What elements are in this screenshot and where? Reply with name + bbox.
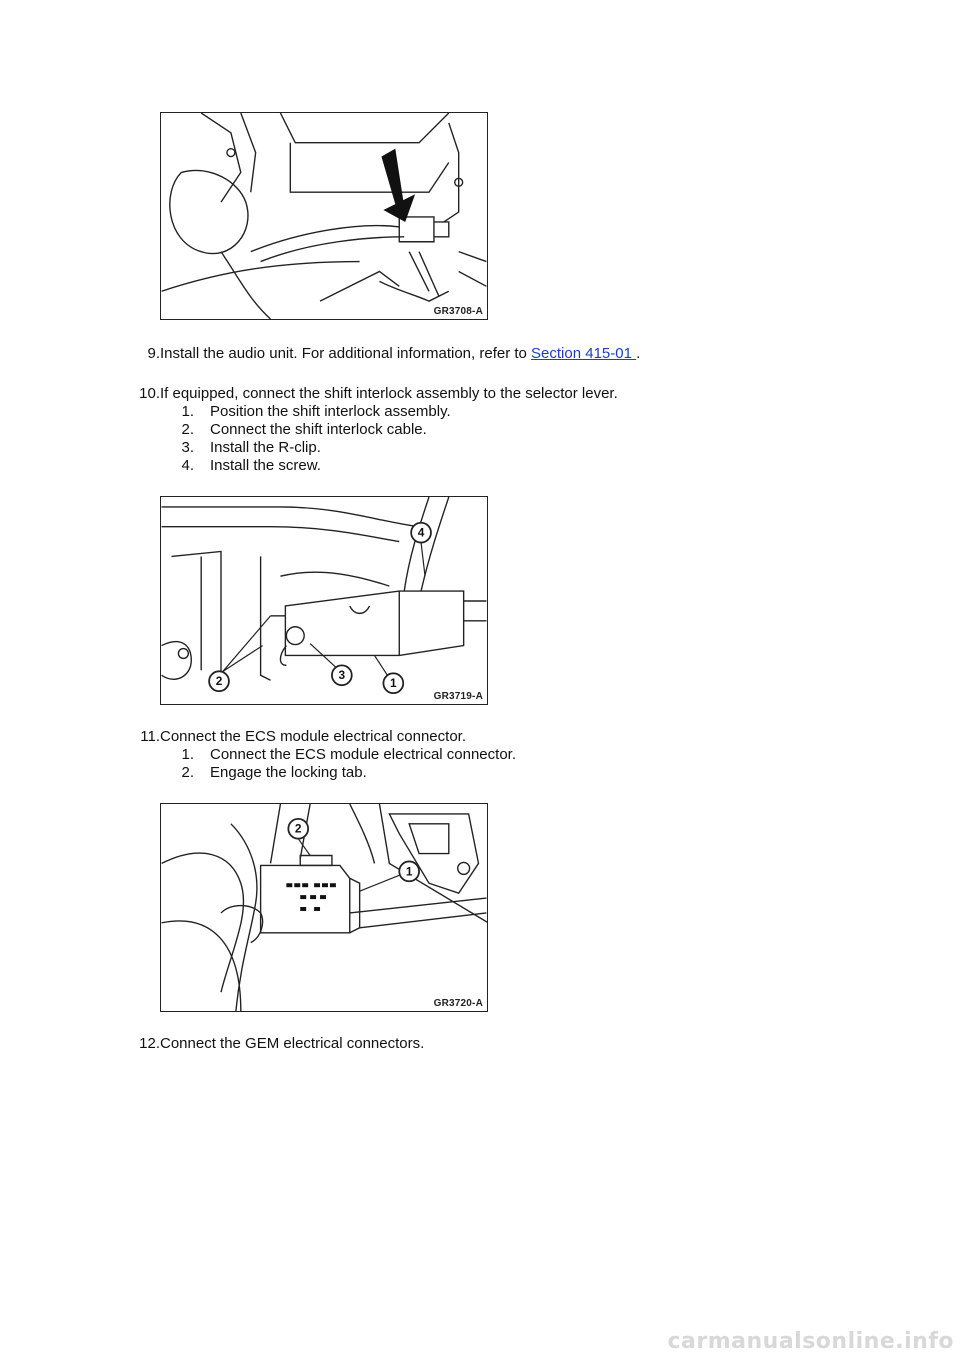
step-number: 9. xyxy=(147,345,160,362)
substep-10-4: 4. Install the screw. xyxy=(181,457,321,474)
step-number: 11. xyxy=(140,728,160,745)
substep-11-2: 2. Engage the locking tab. xyxy=(181,764,367,781)
callout-2: 2 xyxy=(294,821,302,836)
figure-label: GR3708-A xyxy=(433,306,483,317)
step-number: 10. xyxy=(139,385,160,402)
step-number: 12. xyxy=(139,1035,160,1052)
callout-2: 2 xyxy=(215,674,223,689)
callout-1: 1 xyxy=(405,864,413,879)
illustration-ecs-connector xyxy=(161,804,487,1011)
step-text: Connect the GEM electrical connectors. xyxy=(160,1035,425,1052)
step-11 xyxy=(110,728,466,746)
callout-3: 3 xyxy=(338,668,346,683)
substep-10-3: 3. Install the R-clip. xyxy=(181,439,321,456)
step-12 xyxy=(110,1035,425,1053)
step-10 xyxy=(110,385,618,403)
callout-1: 1 xyxy=(390,676,397,691)
substep-11-1: 1. Connect the ECS module electrical connector. xyxy=(181,746,516,763)
step-text-end: . xyxy=(636,345,641,362)
substep-10-2: 2. Connect the shift interlock cable. xyxy=(181,421,427,438)
figure-label: GR3719-A xyxy=(433,691,483,702)
step-text: If equipped, connect the shift interlock assembly to the selector lever. xyxy=(160,385,618,402)
step-text: Install the audio unit. For additional information, refer to xyxy=(160,345,532,362)
section-415-01-link[interactable]: Section 415-01 xyxy=(531,345,637,362)
substep-10-1: 1. Position the shift interlock assembly. xyxy=(181,403,451,420)
figure-label: GR3720-A xyxy=(433,998,483,1009)
step-text: Connect the ECS module electrical connector. xyxy=(160,728,466,745)
callout-4: 4 xyxy=(417,525,425,540)
figure-gr3719 xyxy=(160,496,488,705)
figure-gr3720 xyxy=(160,803,488,1012)
figure-gr3708 xyxy=(160,112,488,320)
illustration-shift-interlock xyxy=(161,497,487,704)
pointer-arrow-icon xyxy=(381,149,415,222)
step-9 xyxy=(110,345,641,363)
illustration-audio-connector xyxy=(161,113,487,319)
watermark: carmanualsonline.info xyxy=(667,1329,954,1354)
